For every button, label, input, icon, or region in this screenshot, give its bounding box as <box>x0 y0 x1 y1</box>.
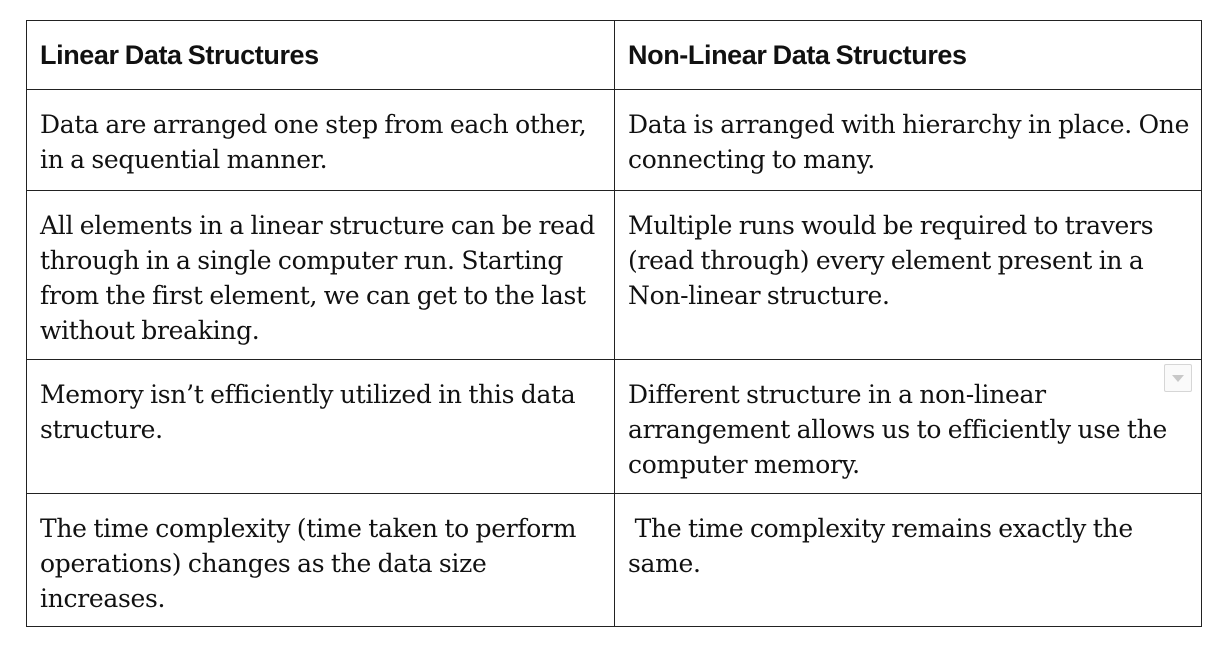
cell-linear <box>27 360 615 494</box>
chevron-down-glyph <box>1171 374 1185 383</box>
cell-linear-text: All elements in a linear structure can be read through in a single computer run. Starting from the first element, we can get to the last without breaking. <box>40 211 595 345</box>
cell-nonlinear-text: The time complexity remains exactly the same. <box>628 514 1140 578</box>
cell-nonlinear <box>615 360 1202 494</box>
table-row <box>27 360 1202 494</box>
header-nonlinear: Non-Linear Data Structures <box>615 21 1202 90</box>
cell-linear <box>27 191 615 360</box>
cell-linear <box>27 494 615 627</box>
cell-linear <box>27 90 615 191</box>
cell-nonlinear-text: Multiple runs would be required to travers (read through) every element present in a Non-linear structure. <box>628 211 1154 310</box>
cell-nonlinear <box>615 90 1202 191</box>
cell-nonlinear-text: Data is arranged with hierarchy in place. One connecting to many. <box>628 110 1190 174</box>
table-row <box>27 90 1202 191</box>
cell-nonlinear <box>615 191 1202 360</box>
cell-nonlinear <box>615 494 1202 627</box>
table-row <box>27 494 1202 627</box>
chevron-down-icon[interactable] <box>1164 364 1192 392</box>
cell-linear-text: Memory isn’t efficiently utilized in this data structure. <box>40 380 576 444</box>
cell-linear-text: Data are arranged one step from each other, in a sequential manner. <box>40 110 587 174</box>
cell-linear-text: The time complexity (time taken to perform operations) changes as the data size increases. <box>40 514 577 613</box>
comparison-table <box>26 20 1202 627</box>
table-header-row <box>27 21 1202 90</box>
cell-nonlinear-text: Different structure in a non-linear arrangement allows us to efficiently use the computer memory. <box>628 380 1167 479</box>
header-linear: Linear Data Structures <box>27 21 615 90</box>
table-row <box>27 191 1202 360</box>
